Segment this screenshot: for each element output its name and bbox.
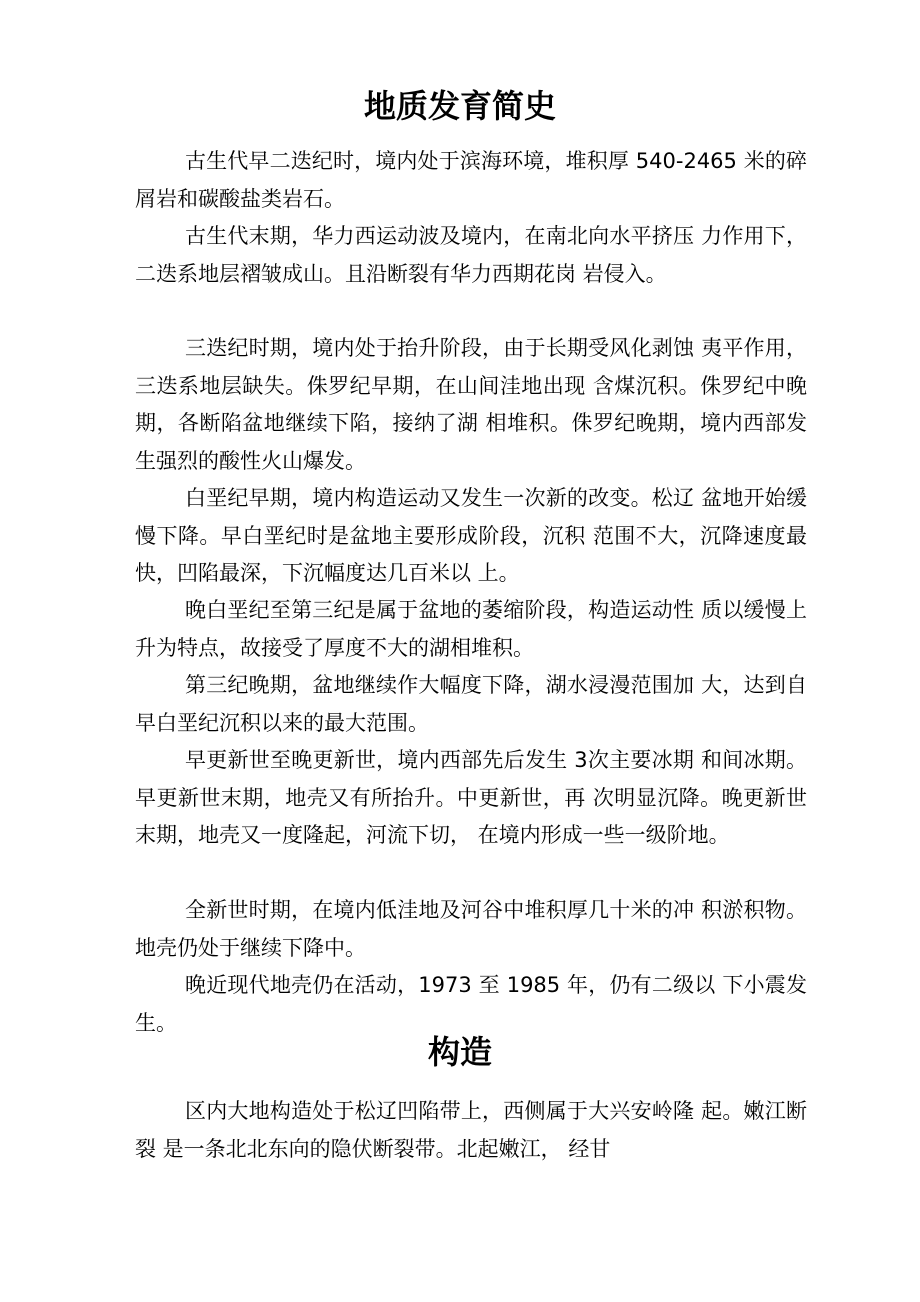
paragraph-late-paleozoic: 古生代末期，华力西运动波及境内，在南北向水平挤压 力作用下，二迭系地层褶皱成山。且沿断裂有华力西期花岗 岩侵入。 <box>135 224 807 286</box>
paragraph-holocene: 全新世时期，在境内低洼地及河谷中堆积厚几十米的冲 积淤积物。地壳仍处于继续下降中。 <box>135 898 807 960</box>
paragraph-late-cretaceous-tertiary: 晚白垩纪至第三纪是属于盆地的萎缩阶段，构造运动性 质以缓慢上升为特点，故接受了厚度不大的湖相堆积。 <box>135 598 807 660</box>
paragraph-triassic-jurassic: 三迭纪时期，境内处于抬升阶段，由于长期受风化剥蚀 夷平作用，三迭系地层缺失。侏罗纪早期，在山间洼地出现 含煤沉积。侏罗纪中晚期，各断陷盆地继续下陷，接纳了湖 相堆积。侏罗纪晚期，境内西部发生强烈的酸性火山爆发。 <box>135 336 807 473</box>
paragraph-late-tertiary: 第三纪晚期，盆地继续作大幅度下降，湖水浸漫范围加 大，达到自早白垩纪沉积以来的最大范围。 <box>135 673 807 735</box>
section-title-structure: 构造 <box>427 1033 492 1071</box>
paragraph-pleistocene: 早更新世至晚更新世，境内西部先后发生 3次主要冰期 和间冰期。早更新世末期，地壳又有所抬升。中更新世，再 次明显沉降。晚更新世末期，地壳又一度隆起，河流下切， 在境内形成一些一级阶地。 <box>135 748 807 847</box>
paragraph-early-permian: 古生代早二迭纪时，境内处于滨海环境，堆积厚 540-2465 米的碎屑岩和碳酸盐类岩石。 <box>135 149 807 211</box>
paragraph-early-cretaceous: 白垩纪早期，境内构造运动又发生一次新的改变。松辽 盆地开始缓慢下降。早白垩纪时是盆地主要形成阶段，沉积 范围不大，沉降速度最快，凹陷最深，下沉幅度达几百米以 上。 <box>135 486 807 585</box>
paragraph-modern-activity: 晚近现代地壳仍在活动，1973 至 1985 年，仍有二级以 下小震发生。 <box>135 973 807 1035</box>
page-title: 地质发育简史 <box>363 87 556 125</box>
paragraph-regional-structure: 区内大地构造处于松辽凹陷带上，西侧属于大兴安岭隆 起。嫩江断裂 是一条北北东向的隐伏断裂带。北起嫩江， 经甘 <box>135 1099 807 1161</box>
